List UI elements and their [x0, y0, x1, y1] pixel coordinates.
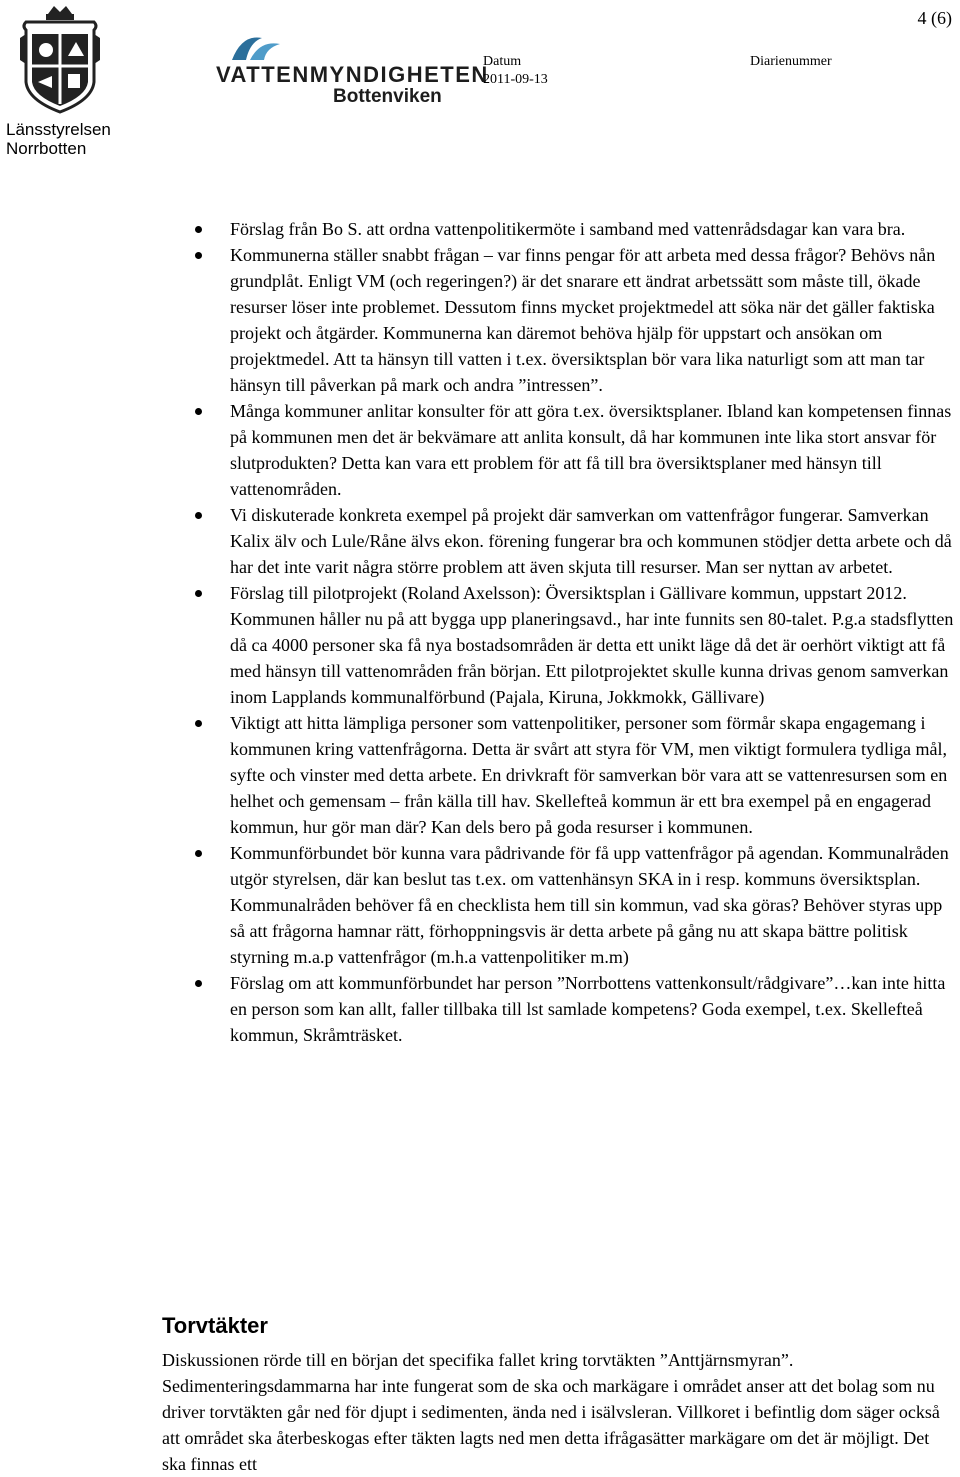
- list-item-text: Vi diskuterade konkreta exempel på projekt där samverkan om vattenfrågor fungerar. Samverkan Kalix älv och Lule/Råne älvs ekon. förening fungerar bra och kommunen stödjer detta arbete och då har det inte varit några större problem att även skjuta till resurser. Man ser nyttan av arbetet.: [230, 505, 952, 577]
- list-item: [190, 580, 960, 710]
- list-item: [190, 216, 960, 242]
- bullet-icon: [195, 720, 202, 727]
- registration-number-label: Diarienummer: [750, 54, 832, 69]
- list-item: [190, 840, 960, 970]
- lansstyrelsen-logo-line-2: Norrbotten: [6, 139, 87, 158]
- lansstyrelsen-logo-line-1: Länsstyrelsen: [6, 120, 111, 139]
- vattenmyndigheten-wordmark: VATTENMYNDIGHETEN: [216, 62, 489, 87]
- list-item-text: Kommunerna ställer snabbt frågan – var finns pengar för att arbeta med dessa frågor? Behövs nån grundplåt. Enligt VM (och regeringen?) är det snarare ett ändrat arbetssätt som måste till, ökade resurser löser inte problemet. Dessutom finns mycket projektmedel att söka när det gäller faktiska projekt och åtgärder. Kommunerna kan däremot behöva hjälp för uppstart och ansökan om projektmedel. Att ta hänsyn till vatten i t.ex. översiktsplan bör vara lika naturligt som att man tar hänsyn till påverkan på mark och andra ”intressen”.: [230, 245, 936, 395]
- bullet-icon: [195, 512, 202, 519]
- date-block: [483, 53, 548, 89]
- bullet-icon: [195, 226, 202, 233]
- list-item-text: Kommunförbundet bör kunna vara pådrivande för få upp vattenfrågor på agendan. Kommunalråden utgör styrelsen, där kan beslut tas t.ex. om vattenhänsyn SKA in i resp. kommuns översiktsplan. Kommunalråden behöver få en checklista hem till sin kommun, vad ska göras? Behöver styras upp så att frågorna hamnar rätt, förhoppningsvis är detta arbete på gång nu att skapa bättre politisk styrning m.a.p vattenfrågor (m.h.a vattenpolitiker m.m): [230, 843, 949, 967]
- list-item: [190, 970, 960, 1048]
- list-item: [190, 398, 960, 502]
- vattenmyndigheten-subtitle: Bottenviken: [333, 86, 442, 107]
- list-item-text: Viktigt att hitta lämpliga personer som vattenpolitiker, personer som förmår skapa engagemang i kommunen kring vattenfrågorna. Detta är svårt att styra för VM, men viktigt formulera tydliga mål, syfte och vinster med detta arbete. En drivkraft för samverkan bör vara att se vattenresursen som en helhet och gemensam – från källa till hav. Skellefteå kommun är ett bra exempel på en engagerad kommun, hur gör man där? Kan dels bero på goda resurser i kommunen.: [230, 713, 948, 837]
- date-label: Datum: [483, 54, 522, 69]
- list-item: [190, 710, 960, 840]
- list-item-text: Många kommuner anlitar konsulter för att göra t.ex. översiktsplaner. Ibland kan kompetensen finnas på kommunen men det är bekvämare att anlita konsult, då har kommunen inte lika stort ansvar för slutprodukten? Detta kan vara ett problem för att få till bra översiktsplaner med hänsyn till vattenområden.: [230, 401, 952, 499]
- list-item: [190, 502, 960, 580]
- section-heading: Torvtäkter: [162, 1313, 268, 1338]
- bullet-icon: [195, 408, 202, 415]
- bullet-list: [190, 216, 960, 1048]
- date-value: 2011-09-13: [483, 72, 548, 87]
- bullet-icon: [195, 850, 202, 857]
- list-item: [190, 242, 960, 398]
- bullet-icon: [195, 980, 202, 987]
- list-item-text: Förslag om att kommunförbundet har person ”Norrbottens vattenkonsult/rådgivare”…kan inte hitta en person som kan allt, faller tillbaka till lst samlade kompetens? Goda exempel, t.ex. Skellefteå kommun, Skråmträsket.: [230, 973, 946, 1045]
- lansstyrelsen-logo: [6, 4, 116, 158]
- coat-of-arms-icon: [18, 4, 102, 116]
- list-item-text: Förslag från Bo S. att ordna vattenpolitikermöte i samband med vattenrådsdagar kan vara bra.: [230, 219, 906, 239]
- bullet-icon: [195, 252, 202, 259]
- section-paragraph: Diskussionen rörde till en början det specifika fallet kring torvtäkten ”Anttjärnsmyran”. Sedimenteringsdammarna har inte fungerat som de ska och markägare i området anser att det bolag som nu driver torvtäkten går ned för djupt i sedimenten, ända ned i isälvsleran. Villkoret i befintlig dom säger också att området ska återbeskogas efter täkten lagts ned men detta ifrågasätter markägare om det är möjligt. Det ska finnas ett: [162, 1350, 940, 1474]
- page-number: 4 (6): [917, 8, 952, 28]
- bullet-icon: [195, 590, 202, 597]
- list-item-text: Förslag till pilotprojekt (Roland Axelsson): Översiktsplan i Gällivare kommun, uppstart 2012. Kommunen håller nu på att bygga upp planeringsavd., har inte funnits sen 80-talet. P.g.a stadsflytten då ca 4000 personer ska få nya bostadsområden är detta ett unikt läge då det är oerhört viktigt att få med hänsyn till vattenområden från början. Ett pilotprojektet skulle kunna drivas genom samverkan inom Lapplands kommunalförbund (Pajala, Kiruna, Jokkmokk, Gällivare): [230, 583, 954, 707]
- water-wave-icon: [228, 32, 284, 64]
